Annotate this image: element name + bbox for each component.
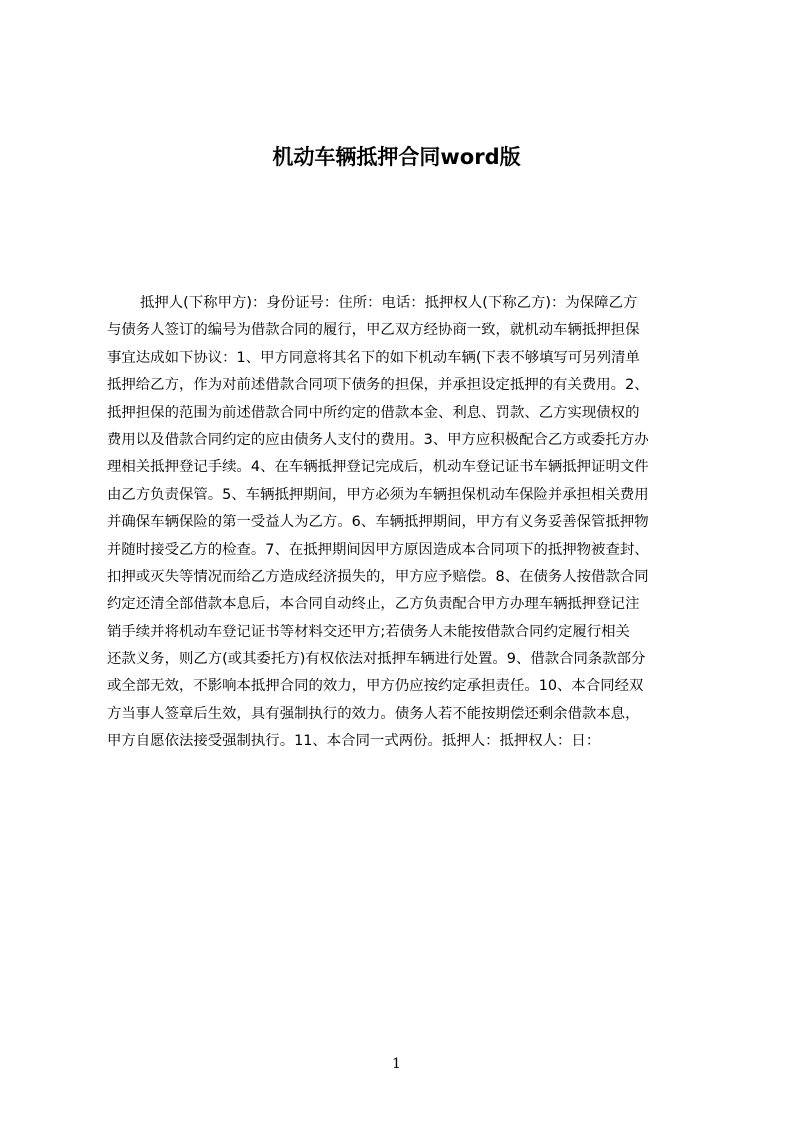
body-line: 方当事人签章后生效，具有强制执行的效力。债务人若不能按期偿还剩余借款本息， [107,705,640,722]
body-line: 抵押担保的范围为前述借款合同中所约定的借款本金、利息、罚款、乙方实现债权的 [107,404,640,421]
body-line: 扣押或灭失等情况而给乙方造成经济损失的，甲方应予赔偿。8、在债务人按借款合同 [107,568,649,585]
body-line: 并确保车辆保险的第一受益人为乙方。6、车辆抵押期间，甲方有义务妥善保管抵押物 [107,514,649,531]
body-line: 费用以及借款合同约定的应由债务人支付的费用。3、甲方应积极配合乙方或委托方办 [107,431,649,448]
body-line: 或全部无效，不影响本抵押合同的效力，甲方仍应按约定承担责任。10、本合同经双 [107,678,644,695]
body-line: 约定还清全部借款本息后，本合同自动终止，乙方负责配合甲方办理车辆抵押登记注 [107,596,640,613]
body-line: 并随时接受乙方的检查。7、在抵押期间因甲方原因造成本合同项下的抵押物被查封、 [107,541,649,558]
body-line: 理相关抵押登记手续。4、在车辆抵押登记完成后，机动车登记证书车辆抵押证明文件 [107,459,649,476]
body-line: 抵押给乙方，作为对前述借款合同项下债务的担保，并承担设定抵押的有关费用。2、 [107,377,649,394]
body-line: 销手续并将机动车登记证书等材料交还甲方;若债务人未能按借款合同约定履行相关 [107,623,630,640]
page-number: 1 [392,1056,401,1072]
body-line: 还款义务，则乙方(或其委托方)有权依法对抵押车辆进行处置。9、借款合同条款部分 [107,651,646,668]
body-line: 事宜达成如下协议：1、甲方同意将其名下的如下机动车辆(下表不够填写可另列清单 [107,349,640,366]
body-line: 与债务人签订的编号为借款合同的履行，甲乙双方经协商一致，就机动车辆抵押担保 [107,322,640,339]
body-line: 抵押人(下称甲方)：身份证号：住所：电话：抵押权人(下称乙方)：为保障乙方 [140,295,638,311]
body-line: 由乙方负责保管。5、车辆抵押期间，甲方必须为车辆担保机动车保险并承担相关费用 [107,486,649,503]
page-title: 机动车辆抵押合同word版 [272,145,521,169]
body-line: 甲方自愿依法接受强制执行。11、本合同一式两份。抵押人：抵押权人：日： [107,733,601,750]
contract-body [107,290,697,756]
